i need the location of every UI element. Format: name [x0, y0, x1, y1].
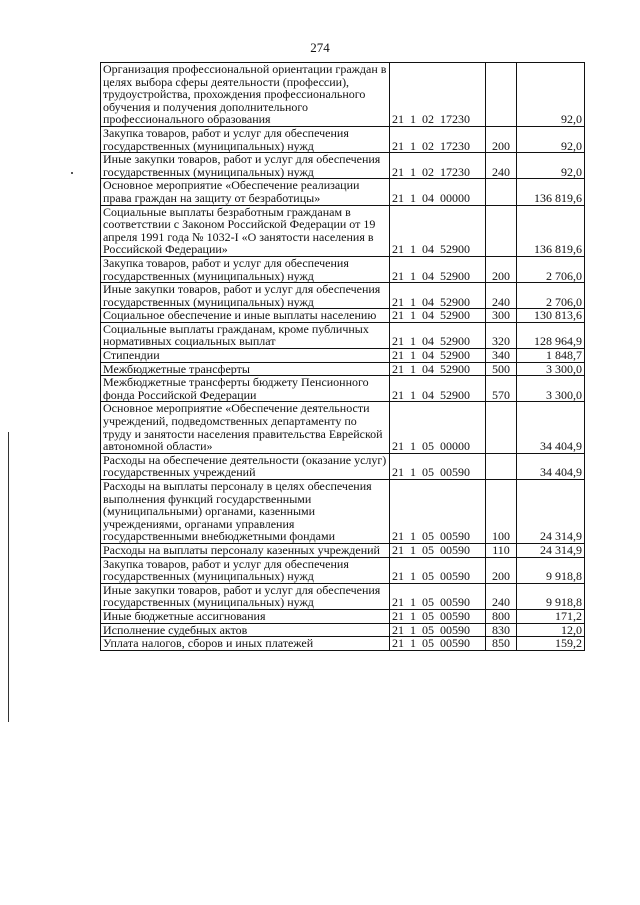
- row-expense-type-cell: [486, 179, 517, 205]
- row-name-cell: Исполнение судебных актов: [101, 623, 390, 637]
- row-expense-type-cell: 570: [486, 376, 517, 402]
- row-amount-cell: 34 404,9: [517, 453, 585, 479]
- row-name-cell: Социальные выплаты гражданам, кроме публичных нормативных социальных выплат: [101, 322, 390, 348]
- row-amount-cell: 34 404,9: [517, 402, 585, 453]
- row-code-cell: 21 1 04 52900: [390, 256, 486, 282]
- row-name-cell: Иные закупки товаров, работ и услуг для обеспечения государственных (муниципальных) нужд: [101, 583, 390, 609]
- row-expense-type-cell: 800: [486, 609, 517, 623]
- table-row: [101, 402, 585, 453]
- table-row: [101, 63, 585, 127]
- table-row: [101, 153, 585, 179]
- row-code-cell: 21 1 05 00590: [390, 543, 486, 557]
- row-amount-cell: 159,2: [517, 637, 585, 651]
- row-expense-type-cell: 830: [486, 623, 517, 637]
- row-code-cell: 21 1 05 00590: [390, 623, 486, 637]
- table-row: [101, 126, 585, 152]
- row-code-cell: 21 1 04 52900: [390, 205, 486, 256]
- table-row: [101, 205, 585, 256]
- row-amount-cell: 2 706,0: [517, 256, 585, 282]
- row-code-cell: 21 1 04 52900: [390, 309, 486, 323]
- row-expense-type-cell: 200: [486, 256, 517, 282]
- row-code-cell: 21 1 02 17230: [390, 126, 486, 152]
- row-name-cell: Стипендии: [101, 349, 390, 363]
- row-name-cell: Закупка товаров, работ и услуг для обеспечения государственных (муниципальных) нужд: [101, 126, 390, 152]
- table-row: [101, 637, 585, 651]
- budget-table-body: [101, 63, 585, 651]
- row-code-cell: 21 1 04 52900: [390, 322, 486, 348]
- table-row: [101, 583, 585, 609]
- row-amount-cell: 136 819,6: [517, 179, 585, 205]
- row-expense-type-cell: 110: [486, 543, 517, 557]
- row-code-cell: 21 1 04 52900: [390, 349, 486, 363]
- table-row: [101, 362, 585, 376]
- row-code-cell: 21 1 02 17230: [390, 63, 486, 127]
- table-row: [101, 283, 585, 309]
- row-code-cell: 21 1 04 52900: [390, 376, 486, 402]
- row-code-cell: 21 1 05 00590: [390, 557, 486, 583]
- row-name-cell: Социальное обеспечение и иные выплаты населению: [101, 309, 390, 323]
- row-name-cell: Уплата налогов, сборов и иных платежей: [101, 637, 390, 651]
- row-amount-cell: 12,0: [517, 623, 585, 637]
- row-expense-type-cell: 200: [486, 126, 517, 152]
- row-name-cell: Расходы на выплаты персоналу казенных учреждений: [101, 543, 390, 557]
- row-expense-type-cell: [486, 205, 517, 256]
- row-name-cell: Основное мероприятие «Обеспечение деятельности учреждений, подведомственных департаменту по труду и занятости населения правительства Еврейской автономной области»: [101, 402, 390, 453]
- row-name-cell: Социальные выплаты безработным гражданам в соответствии с Законом Российской Федерации от 19 апреля 1991 года № 1032-I «О занятости населения в Российской Федерации»: [101, 205, 390, 256]
- row-name-cell: Межбюджетные трансферты: [101, 362, 390, 376]
- row-name-cell: Иные закупки товаров, работ и услуг для обеспечения государственных (муниципальных) нужд: [101, 153, 390, 179]
- row-amount-cell: 128 964,9: [517, 322, 585, 348]
- table-row: [101, 453, 585, 479]
- row-expense-type-cell: 240: [486, 153, 517, 179]
- row-name-cell: Основное мероприятие «Обеспечение реализации права граждан на защиту от безработицы»: [101, 179, 390, 205]
- row-code-cell: 21 1 05 00590: [390, 637, 486, 651]
- row-expense-type-cell: [486, 402, 517, 453]
- row-expense-type-cell: 320: [486, 322, 517, 348]
- row-expense-type-cell: 240: [486, 283, 517, 309]
- table-row: [101, 309, 585, 323]
- table-row: [101, 376, 585, 402]
- row-name-cell: Организация профессиональной ориентации граждан в целях выбора сферы деятельности (профессии), трудоустройства, прохождения профессионального обучения и получения дополнительного профессионального образования: [101, 63, 390, 127]
- row-expense-type-cell: 500: [486, 362, 517, 376]
- row-code-cell: 21 1 05 00590: [390, 583, 486, 609]
- table-row: [101, 543, 585, 557]
- row-amount-cell: 3 300,0: [517, 376, 585, 402]
- table-row: [101, 322, 585, 348]
- row-code-cell: 21 1 05 00590: [390, 453, 486, 479]
- row-amount-cell: 92,0: [517, 153, 585, 179]
- row-name-cell: Межбюджетные трансферты бюджету Пенсионного фонда Российской Федерации: [101, 376, 390, 402]
- row-expense-type-cell: 200: [486, 557, 517, 583]
- row-expense-type-cell: 300: [486, 309, 517, 323]
- row-amount-cell: 2 706,0: [517, 283, 585, 309]
- row-name-cell: Иные закупки товаров, работ и услуг для обеспечения государственных (муниципальных) нужд: [101, 283, 390, 309]
- table-row: [101, 480, 585, 544]
- row-code-cell: 21 1 04 00000: [390, 179, 486, 205]
- row-name-cell: Расходы на выплаты персоналу в целях обеспечения выполнения функций государственными (муниципальными) органами, казенными учреждениями, органами управления государственными внебюджетными фондами: [101, 480, 390, 544]
- row-name-cell: Расходы на обеспечение деятельности (оказание услуг) государственных учреждений: [101, 453, 390, 479]
- scan-margin-dot: [71, 172, 73, 174]
- budget-table: [100, 62, 585, 651]
- table-row: [101, 256, 585, 282]
- row-expense-type-cell: 100: [486, 480, 517, 544]
- row-expense-type-cell: [486, 453, 517, 479]
- table-row: [101, 349, 585, 363]
- row-code-cell: 21 1 05 00590: [390, 480, 486, 544]
- row-expense-type-cell: [486, 63, 517, 127]
- row-expense-type-cell: 850: [486, 637, 517, 651]
- row-code-cell: 21 1 04 52900: [390, 362, 486, 376]
- table-row: [101, 557, 585, 583]
- row-code-cell: 21 1 02 17230: [390, 153, 486, 179]
- row-name-cell: Закупка товаров, работ и услуг для обеспечения государственных (муниципальных) нужд: [101, 557, 390, 583]
- scan-margin-line: [8, 432, 9, 722]
- row-code-cell: 21 1 05 00590: [390, 609, 486, 623]
- row-expense-type-cell: 240: [486, 583, 517, 609]
- table-row: [101, 179, 585, 205]
- row-code-cell: 21 1 04 52900: [390, 283, 486, 309]
- row-expense-type-cell: 340: [486, 349, 517, 363]
- page-number: 274: [310, 40, 330, 55]
- table-row: [101, 609, 585, 623]
- row-amount-cell: 171,2: [517, 609, 585, 623]
- row-amount-cell: 92,0: [517, 126, 585, 152]
- row-amount-cell: 92,0: [517, 63, 585, 127]
- row-amount-cell: 130 813,6: [517, 309, 585, 323]
- row-name-cell: Иные бюджетные ассигнования: [101, 609, 390, 623]
- table-row: [101, 623, 585, 637]
- row-amount-cell: 9 918,8: [517, 583, 585, 609]
- row-code-cell: 21 1 05 00000: [390, 402, 486, 453]
- row-name-cell: Закупка товаров, работ и услуг для обеспечения государственных (муниципальных) нужд: [101, 256, 390, 282]
- row-amount-cell: 3 300,0: [517, 362, 585, 376]
- row-amount-cell: 24 314,9: [517, 480, 585, 544]
- row-amount-cell: 136 819,6: [517, 205, 585, 256]
- row-amount-cell: 1 848,7: [517, 349, 585, 363]
- row-amount-cell: 24 314,9: [517, 543, 585, 557]
- row-amount-cell: 9 918,8: [517, 557, 585, 583]
